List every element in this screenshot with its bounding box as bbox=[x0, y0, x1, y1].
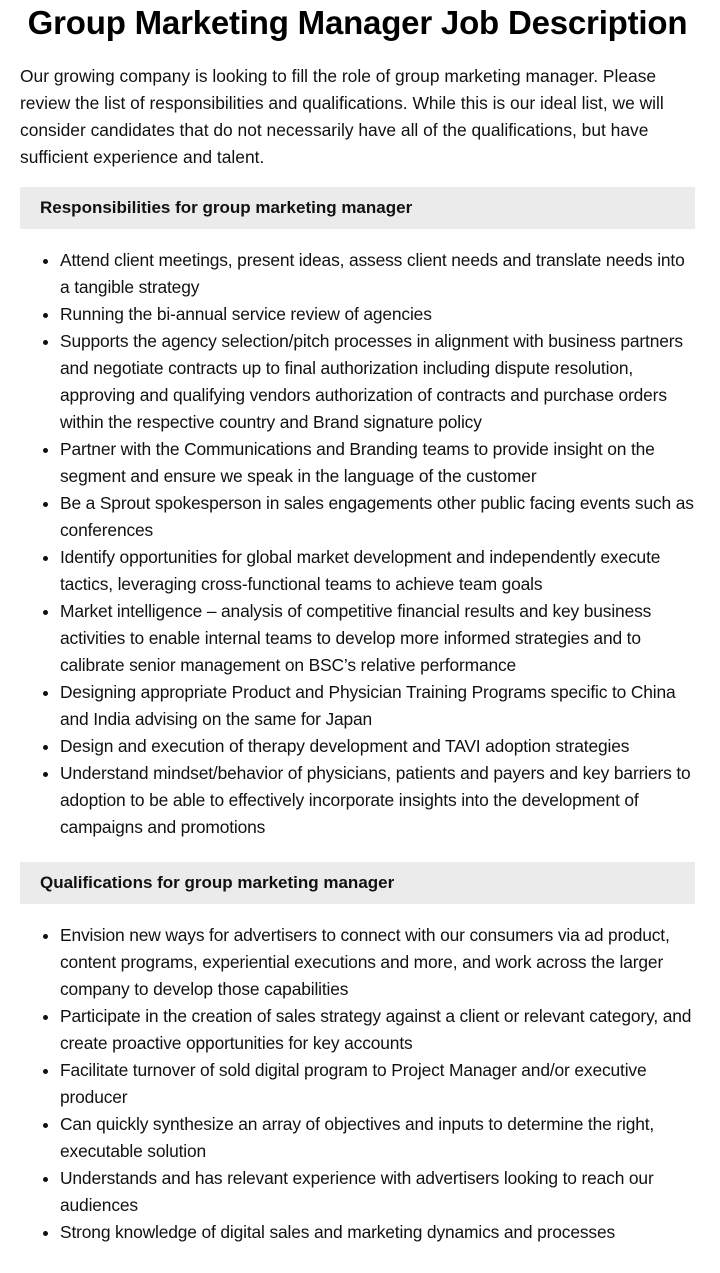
list-item: Can quickly synthesize an array of objectives and inputs to determine the right, executable solution bbox=[60, 1111, 695, 1165]
list-item: Supports the agency selection/pitch processes in alignment with business partners and negotiate contracts up to final authorization including dispute resolution, approving and qualifying vendors authorization of contracts and purchase orders within the respective country and Brand signature policy bbox=[60, 328, 695, 436]
list-item: Design and execution of therapy development and TAVI adoption strategies bbox=[60, 733, 695, 760]
responsibilities-list bbox=[20, 247, 695, 841]
qualifications-list bbox=[20, 922, 695, 1246]
list-item: Running the bi-annual service review of agencies bbox=[60, 301, 695, 328]
intro-paragraph: Our growing company is looking to fill the role of group marketing manager. Please review the list of responsibilities and qualifications. While this is our ideal list, we will consider candidates that do not necessarily have all of the qualifications, but have sufficient experience and talent. bbox=[20, 66, 664, 167]
list-item: Designing appropriate Product and Physician Training Programs specific to China and India advising on the same for Japan bbox=[60, 679, 695, 733]
list-item: Participate in the creation of sales strategy against a client or relevant category, and create proactive opportunities for key accounts bbox=[60, 1003, 695, 1057]
list-item: Understands and has relevant experience with advertisers looking to reach our audiences bbox=[60, 1165, 695, 1219]
list-item: Market intelligence – analysis of competitive financial results and key business activities to enable internal teams to develop more informed strategies and to calibrate senior management on BSC’s relative performance bbox=[60, 598, 695, 679]
responsibilities-heading: Responsibilities for group marketing manager bbox=[20, 187, 695, 229]
list-item: Facilitate turnover of sold digital program to Project Manager and/or executive producer bbox=[60, 1057, 695, 1111]
list-item: Identify opportunities for global market development and independently execute tactics, leveraging cross-functional teams to achieve team goals bbox=[60, 544, 695, 598]
list-item: Understand mindset/behavior of physicians, patients and payers and key barriers to adoption to be able to effectively incorporate insights into the development of campaigns and promotions bbox=[60, 760, 695, 841]
list-item: Strong knowledge of digital sales and marketing dynamics and processes bbox=[60, 1219, 695, 1246]
section-spacer bbox=[20, 841, 695, 846]
list-item: Partner with the Communications and Branding teams to provide insight on the segment and ensure we speak in the language of the customer bbox=[60, 436, 695, 490]
list-item: Attend client meetings, present ideas, assess client needs and translate needs into a tangible strategy bbox=[60, 247, 695, 301]
page-title: Group Marketing Manager Job Description bbox=[27, 4, 688, 41]
list-item: Be a Sprout spokesperson in sales engagements other public facing events such as conferences bbox=[60, 490, 695, 544]
list-item: Envision new ways for advertisers to connect with our consumers via ad product, content programs, experiential executions and more, and work across the larger company to develop those capabilities bbox=[60, 922, 695, 1003]
qualifications-heading: Qualifications for group marketing manager bbox=[20, 862, 695, 904]
